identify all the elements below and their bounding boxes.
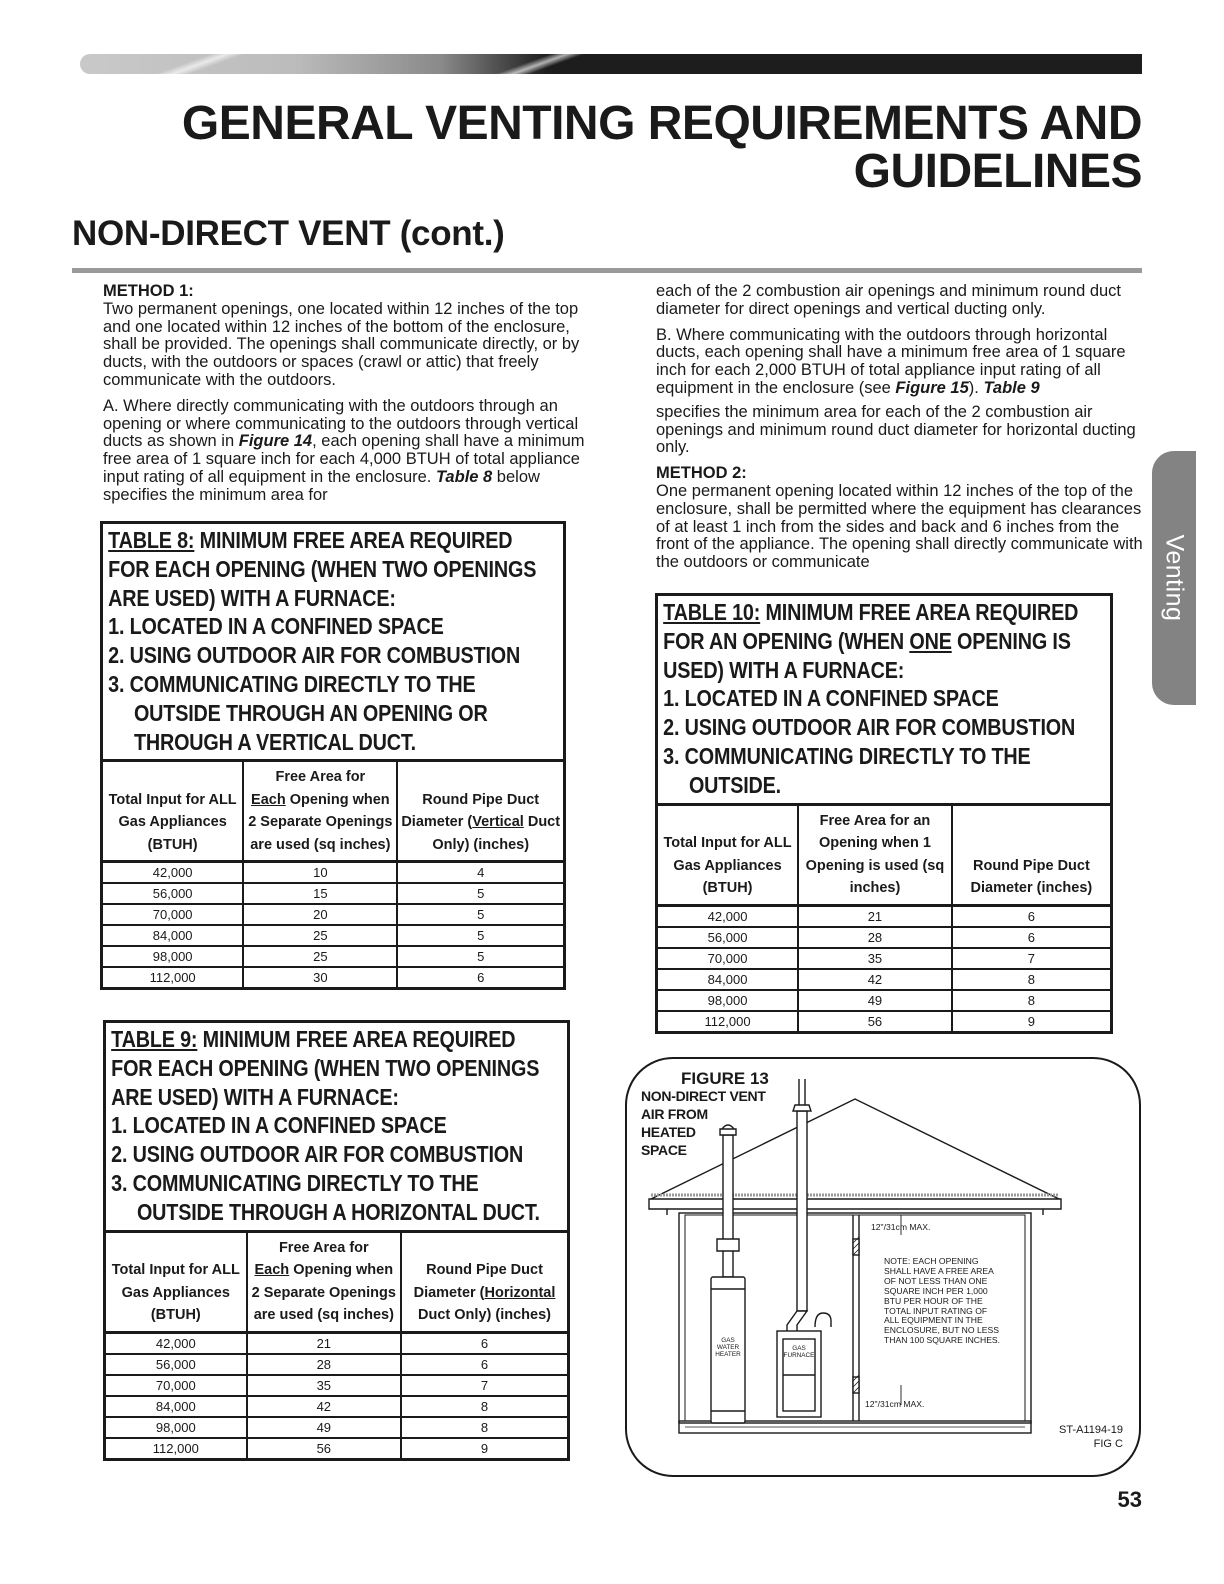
table-8-reference: Table 8	[435, 467, 493, 486]
table-row: 84,000 42 8	[106, 1396, 567, 1417]
left-column-text	[103, 283, 593, 513]
table-9-header-duct: Round Pipe Duct Diameter (Horizontal Duct Only) (inches)	[401, 1231, 567, 1332]
table-10-header-free-area: Free Area for an Opening when 1 Opening is used (sq inches)	[798, 804, 952, 905]
table-row: 84,000 42 8	[658, 969, 1110, 990]
figure-13	[625, 1057, 1141, 1477]
side-tab-venting[interactable]	[1152, 451, 1196, 705]
figure-13-note: NOTE: EACH OPENING SHALL HAVE A FREE AREA OF NOT LESS THAN ONE SQUARE INCH PER 1,000 BTU PER HOUR OF THE TOTAL INPUT RATING OF ALL EQUIPMENT IN THE ENCLOSURE, BUT NO LESS THAN 100 SQUARE INCHES.	[884, 1256, 1001, 1346]
figure-14-reference: Figure 14	[238, 432, 313, 451]
table-row: 56,000 28 6	[658, 927, 1110, 948]
right-column-text	[656, 283, 1144, 580]
table-row: 98,000 49 8	[658, 990, 1110, 1011]
method1-paragraph: Two permanent openings, one located within 12 inches of the top and one located within 12 inches of the bottom of the enclosure, shall be provided. The openings shall communicate directly, or by ducts, with the outdoors or spaces (crawl or attic) that freely communicate with the outdoors.	[103, 299, 580, 389]
water-heater-label: GAS WATER HEATER	[715, 1337, 741, 1358]
page-title-line1: GENERAL VENTING REQUIREMENTS AND	[181, 97, 1142, 150]
table-row: 42,000 21 6	[658, 905, 1110, 927]
table-9-header-input: Total Input for ALL Gas Appliances (BTUH)	[106, 1231, 247, 1332]
table-10-grid	[658, 803, 1110, 1031]
table-row: 56,000 15 5	[103, 883, 563, 904]
table-9-header-free-area: Free Area for Each Opening when 2 Separate Openings are used (sq inches)	[247, 1231, 401, 1332]
roof-eave	[649, 1199, 1061, 1209]
table-10-header-duct: Round Pipe Duct Diameter (inches)	[952, 804, 1110, 905]
section-divider	[72, 268, 1142, 273]
table9-description: specifies the minimum area for each of the 2 combustion air openings and minimum round duct diameter for horizontal ducting only.	[656, 402, 1136, 457]
table-row: 42,000 10 4	[103, 862, 563, 884]
table-row: 42,000 21 6	[106, 1332, 567, 1354]
table-row: 70,000 20 5	[103, 904, 563, 925]
table-row: 98,000 25 5	[103, 946, 563, 967]
continued-paragraph: each of the 2 combustion air openings and minimum round duct diameter for direct openings and vertical ducting only.	[656, 282, 1122, 318]
furnace-label: GAS FURNACE	[783, 1345, 815, 1359]
table-8-header-free-area: Free Area for Each Opening when 2 Separate Openings are used (sq inches)	[243, 761, 397, 862]
table-9-reference: Table 9	[983, 378, 1040, 397]
table-row: 70,000 35 7	[106, 1375, 567, 1396]
page-number: 53	[1117, 1487, 1142, 1512]
table-8-header-input: Total Input for ALL Gas Appliances (BTUH)	[103, 761, 243, 862]
header-bar	[80, 54, 1142, 74]
table-9-grid	[106, 1230, 567, 1458]
page-title-line2: GUIDELINES	[853, 145, 1142, 198]
paragraph-a: A. Where directly communicating with the outdoors through an opening or where communicating to the outdoors through vertical ducts as shown in Figure 14, each opening shall have a minimum free area of 1 square inch for each 4,000 BTUH of total appliance input rating of all equipment in the enclosure. Table 8 below specifies the minimum area for	[103, 396, 585, 504]
table-8-grid	[103, 759, 563, 987]
table-10	[655, 593, 1113, 1034]
table-row: 70,000 35 7	[658, 948, 1110, 969]
table-row: 98,000 49 8	[106, 1417, 567, 1438]
method2-paragraph: One permanent opening located within 12 inches of the top of the enclosure, shall be permitted where the equipment has clearances of at least 1 inch from the sides and back and 6 inches from the front of the appliance. The opening shall directly communicate with the outdoors or communicate	[656, 481, 1143, 572]
paragraph-b: B. Where communicating with the outdoors through horizontal ducts, each opening shall have a minimum free area of 1 square inch for each 2,000 BTUH of total appliance input rating of all equipment in the enclosure (see Figure 15). Table 9	[656, 325, 1126, 397]
table-row: 84,000 25 5	[103, 925, 563, 946]
table-row: 112,000 56 9	[106, 1438, 567, 1458]
table-8-header-duct: Round Pipe Duct Diameter (Vertical Duct Only) (inches)	[397, 761, 563, 862]
side-tab-label: Venting	[1160, 534, 1189, 622]
table-10-header-input: Total Input for ALL Gas Appliances (BTUH)	[658, 804, 798, 905]
table-8	[100, 521, 566, 990]
section-title: NON-DIRECT VENT (cont.)	[72, 214, 505, 253]
figure-13-subtitle: NON-DIRECT VENT AIR FROM HEATED SPACE	[641, 1088, 766, 1158]
table-row: 112,000 56 9	[658, 1011, 1110, 1031]
table-9	[103, 1020, 570, 1461]
figure-13-title: FIGURE 13	[681, 1069, 769, 1088]
table-row: 112,000 30 6	[103, 967, 563, 987]
method1-heading: METHOD 1:	[103, 282, 194, 300]
bottom-opening-measure: 12"/31cm MAX.	[865, 1399, 925, 1409]
top-opening-measure: 12"/31cm MAX.	[871, 1222, 931, 1232]
table-9-caption: TABLE 9: MINIMUM FREE AREA REQUIRED FOR EACH OPENING (WHEN TWO OPENINGS ARE USED) WITH A FURNACE: 1. LOCATED IN A CONFINED SPACE 2. USING OUTDOOR AIR FOR COMBUSTION 3. COMMUNICATING DIRECTLY TO THE OUTSIDE THROUGH A HORIZONTAL DUCT.	[111, 1026, 540, 1225]
page-title	[142, 97, 1142, 198]
table-8-caption: TABLE 8: MINIMUM FREE AREA REQUIRED FOR EACH OPENING (WHEN TWO OPENINGS ARE USED) WITH A FURNACE: 1. LOCATED IN A CONFINED SPACE 2. USING OUTDOOR AIR FOR COMBUSTION 3. COMMUNICATING DIRECTLY TO THE OUTSIDE THROUGH AN OPENING OR THROUGH A VERTICAL DUCT.	[108, 527, 537, 755]
furnace-vent	[797, 1111, 807, 1311]
table-row: 56,000 28 6	[106, 1354, 567, 1375]
method2-heading: METHOD 2:	[656, 464, 747, 483]
figure-code: ST-A1194-19 FIG C	[1058, 1424, 1123, 1450]
figure-15-reference: Figure 15	[895, 378, 969, 397]
table-10-caption: TABLE 10: MINIMUM FREE AREA REQUIRED FOR AN OPENING (WHEN ONE OPENING IS USED) WITH A FURNACE: 1. LOCATED IN A CONFINED SPACE 2. USING OUTDOOR AIR FOR COMBUSTION 3. COMMUNICATING DIRECTLY TO THE OUTSIDE.	[663, 599, 1079, 798]
